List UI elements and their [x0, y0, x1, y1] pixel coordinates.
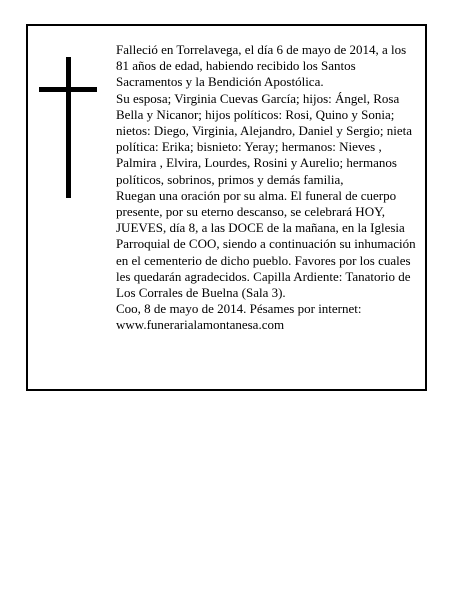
family-paragraph: Su esposa; Virginia Cuevas García; hijos: Ángel, Rosa Bella y Nicanor; hijos políticos: Rosi, Quino y Sonia; nietos: Diego, Virginia, Alejandro, Daniel y Sergio; nieta política: Erika; bisnieto: Yeray; hermanos: Nieves , Palmira , Elvira, Lourdes, Rosini y Aurelio; hermanos políticos, sobrinos, primos y demás familia,: [116, 90, 413, 187]
death-announcement-paragraph: Falleció en Torrelavega, el día 6 de mayo de 2014, a los 81 años de edad, habiendo recibido los Santos Sacramentos y la Bendición Apostólica.: [116, 42, 407, 90]
obituary-notice: [26, 24, 427, 391]
funeral-details-paragraph: Ruegan una oración por su alma. El funeral de cuerpo presente, por su eterno descanso, se celebrará HOY, JUEVES, día 8, a las DOCE de la mañana, en la Iglesia Parroquial de COO, siendo a continuación su inhumación en el cementerio de dicho pueblo. Favores por los cuales les quedarán agradecidos. Capilla Ardiente: Tanatorio de Los Corrales de Buelna (Sala 3).: [116, 187, 416, 301]
obituary-text: [116, 42, 416, 334]
cross-icon: [39, 57, 97, 198]
cross-vertical-bar: [66, 57, 71, 198]
cross-horizontal-bar: [39, 87, 97, 92]
date-and-website-paragraph: Coo, 8 de mayo de 2014. Pésames por internet: www.funerarialamontanesa.com: [116, 301, 362, 333]
